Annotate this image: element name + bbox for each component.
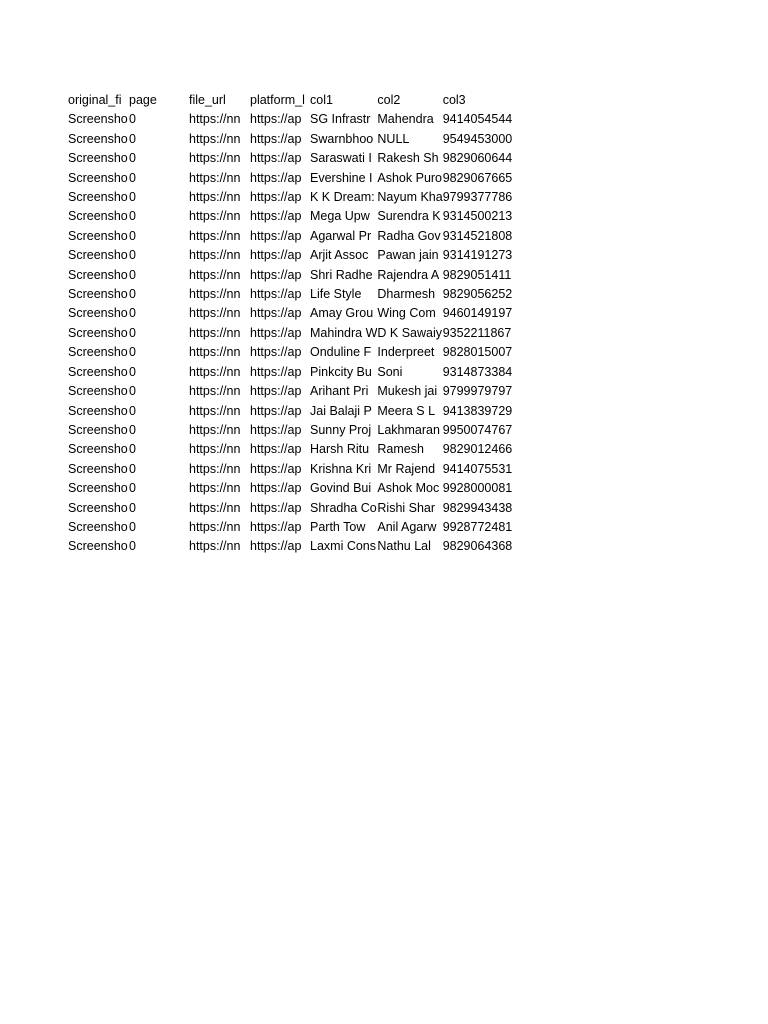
- cell-col1: Sunny Proj: [310, 422, 372, 437]
- cell-platform: https://ap: [250, 325, 302, 340]
- cell-col1: Krishna Kri: [310, 461, 372, 476]
- cell-file-url: https://nn: [189, 287, 241, 302]
- header-cell-col2: col2: [377, 93, 401, 107]
- cell-col2: Pawan jain: [377, 248, 439, 263]
- cell-original-fi: Screensho: [68, 267, 128, 282]
- cell-platform: https://ap: [250, 267, 302, 282]
- cell-file-url: https://nn: [189, 403, 241, 418]
- cell-col3: 9352211867: [442, 325, 512, 340]
- table-row: [68, 402, 515, 421]
- cell-col1: Harsh Ritu: [310, 442, 370, 457]
- cell-page: 0: [129, 442, 136, 457]
- cell-platform: https://ap: [250, 306, 302, 321]
- cell-col2: Anil Agarw: [377, 519, 437, 534]
- cell-page: 0: [129, 287, 136, 302]
- cell-page: 0: [129, 481, 136, 496]
- table-row: [68, 227, 515, 246]
- cell-original-fi: Screensho: [68, 190, 128, 205]
- cell-platform: https://ap: [250, 422, 302, 437]
- cell-col1: Amay Grou: [310, 306, 374, 321]
- cell-col2: Dharmesh: [377, 287, 436, 302]
- cell-original-fi: Screensho: [68, 519, 128, 534]
- table-row: [68, 363, 515, 382]
- cell-col2: NULL: [377, 131, 410, 146]
- cell-page: 0: [129, 364, 136, 379]
- cell-platform: https://ap: [250, 481, 302, 496]
- cell-page: 0: [129, 519, 136, 534]
- cell-page: 0: [129, 306, 136, 321]
- table-row: [68, 110, 515, 129]
- cell-original-fi: Screensho: [68, 422, 128, 437]
- cell-file-url: https://nn: [189, 112, 241, 127]
- cell-col1: Life Style: [310, 287, 362, 302]
- table-row: [68, 304, 515, 323]
- cell-file-url: https://nn: [189, 325, 241, 340]
- cell-original-fi: Screensho: [68, 228, 128, 243]
- cell-col1: Saraswati I: [310, 151, 372, 166]
- cell-col3: 9829051411: [442, 267, 512, 282]
- table-row: [68, 207, 515, 226]
- cell-platform: https://ap: [250, 209, 302, 224]
- cell-page: 0: [129, 325, 136, 340]
- cell-col3: 9314873384: [442, 364, 513, 379]
- cell-col2: Ashok Moc: [377, 481, 440, 496]
- cell-page: 0: [129, 170, 136, 185]
- cell-page: 0: [129, 190, 136, 205]
- cell-col2: Radha Gov: [377, 228, 441, 243]
- spreadsheet-table: [68, 91, 515, 557]
- cell-col1: Arihant Pri: [310, 384, 369, 399]
- cell-col1: Shradha Co: [310, 500, 377, 515]
- cell-file-url: https://nn: [189, 519, 241, 534]
- table-row: [68, 266, 515, 285]
- cell-col1: Laxmi Cons: [310, 539, 376, 554]
- cell-original-fi: Screensho: [68, 112, 128, 127]
- cell-original-fi: Screensho: [68, 287, 128, 302]
- cell-col3: 9414075531: [442, 461, 513, 476]
- cell-file-url: https://nn: [189, 306, 241, 321]
- cell-page: 0: [129, 403, 136, 418]
- cell-file-url: https://nn: [189, 267, 241, 282]
- header-cell-file-url: file_url: [189, 93, 226, 107]
- cell-original-fi: Screensho: [68, 325, 128, 340]
- cell-original-fi: Screensho: [68, 306, 128, 321]
- spreadsheet-body: [68, 91, 515, 557]
- cell-page: 0: [129, 500, 136, 515]
- cell-col3: 9950074767: [442, 422, 513, 437]
- cell-file-url: https://nn: [189, 461, 241, 476]
- cell-file-url: https://nn: [189, 345, 241, 360]
- table-row: [68, 440, 515, 459]
- cell-col2: Ramesh: [377, 442, 424, 457]
- cell-platform: https://ap: [250, 384, 302, 399]
- cell-original-fi: Screensho: [68, 248, 128, 263]
- cell-file-url: https://nn: [189, 131, 241, 146]
- cell-original-fi: Screensho: [68, 209, 128, 224]
- cell-page: 0: [129, 384, 136, 399]
- cell-col3: 9413839729: [442, 403, 513, 418]
- table-row: [68, 188, 515, 207]
- cell-page: 0: [129, 267, 136, 282]
- cell-file-url: https://nn: [189, 151, 241, 166]
- cell-col1: Govind Bui: [310, 481, 372, 496]
- cell-col3: 9314191273: [442, 248, 513, 263]
- cell-col3: 9928000081: [442, 481, 513, 496]
- header-cell-original-fi: original_fi: [68, 93, 122, 107]
- cell-col2: Surendra K: [377, 209, 441, 224]
- cell-file-url: https://nn: [189, 422, 241, 437]
- cell-col3: 9829056252: [442, 287, 513, 302]
- cell-original-fi: Screensho: [68, 170, 128, 185]
- cell-original-fi: Screensho: [68, 539, 128, 554]
- table-row: [68, 130, 515, 149]
- cell-col3: 9314521808: [442, 228, 513, 243]
- cell-file-url: https://nn: [189, 170, 241, 185]
- cell-file-url: https://nn: [189, 481, 241, 496]
- cell-col1: Agarwal Pr: [310, 228, 372, 243]
- cell-col1: Swarnbhoo: [310, 131, 374, 146]
- cell-col1: Parth Tow: [310, 519, 366, 534]
- cell-platform: https://ap: [250, 170, 302, 185]
- cell-platform: https://ap: [250, 345, 302, 360]
- cell-original-fi: Screensho: [68, 364, 128, 379]
- cell-col3: 9829064368: [442, 539, 513, 554]
- cell-original-fi: Screensho: [68, 151, 128, 166]
- table-row: [68, 537, 515, 556]
- header-cell-col3: col3: [442, 93, 466, 107]
- cell-page: 0: [129, 422, 136, 437]
- cell-col2: Mr Rajend: [377, 461, 436, 476]
- cell-platform: https://ap: [250, 364, 302, 379]
- cell-file-url: https://nn: [189, 384, 241, 399]
- table-row: [68, 499, 515, 518]
- cell-platform: https://ap: [250, 248, 302, 263]
- cell-col3: 9829943438: [442, 500, 513, 515]
- cell-col1: Mega Upw: [310, 209, 370, 224]
- table-row: [68, 382, 515, 401]
- cell-platform: https://ap: [250, 519, 302, 534]
- cell-file-url: https://nn: [189, 228, 241, 243]
- cell-col1: Mahindra W: [310, 325, 378, 340]
- cell-col1: Shri Radhe: [310, 267, 373, 282]
- cell-file-url: https://nn: [189, 539, 241, 554]
- cell-platform: https://ap: [250, 403, 302, 418]
- header-cell-platform: platform_l: [250, 93, 305, 107]
- cell-col3: 9829060644: [442, 151, 513, 166]
- cell-platform: https://ap: [250, 228, 302, 243]
- cell-original-fi: Screensho: [68, 461, 128, 476]
- header-cell-page: page: [129, 93, 157, 107]
- cell-col1: SG Infrastr: [310, 112, 371, 127]
- cell-platform: https://ap: [250, 539, 302, 554]
- cell-col2: Rakesh Sh: [377, 151, 439, 166]
- table-row: [68, 421, 515, 440]
- cell-platform: https://ap: [250, 151, 302, 166]
- cell-col3: 9549453000: [442, 131, 513, 146]
- cell-original-fi: Screensho: [68, 131, 128, 146]
- cell-col1: Evershine I: [310, 170, 373, 185]
- table-row: [68, 149, 515, 168]
- cell-col2: Rajendra A: [377, 267, 440, 282]
- cell-platform: https://ap: [250, 461, 302, 476]
- table-row: [68, 246, 515, 265]
- cell-col3: 9828015007: [442, 345, 513, 360]
- cell-col3: 9928772481: [442, 519, 513, 534]
- cell-file-url: https://nn: [189, 442, 241, 457]
- cell-col2: Rishi Shar: [377, 500, 436, 515]
- cell-col2: Wing Com: [377, 306, 436, 321]
- cell-col2: Nathu Lal: [377, 539, 431, 554]
- cell-col1: K K Dream:: [310, 190, 375, 205]
- cell-col3: 9829067665: [442, 170, 513, 185]
- cell-col2: Inderpreet: [377, 345, 435, 360]
- cell-file-url: https://nn: [189, 248, 241, 263]
- cell-original-fi: Screensho: [68, 481, 128, 496]
- cell-original-fi: Screensho: [68, 345, 128, 360]
- cell-col2: Mukesh jai: [377, 384, 438, 399]
- cell-col1: Onduline F: [310, 345, 372, 360]
- cell-col3: 9829012466: [442, 442, 513, 457]
- header-cell-col1: col1: [310, 93, 333, 107]
- cell-col3: 9799979797: [442, 384, 513, 399]
- cell-original-fi: Screensho: [68, 403, 128, 418]
- cell-file-url: https://nn: [189, 209, 241, 224]
- table-row: [68, 285, 515, 304]
- cell-file-url: https://nn: [189, 190, 241, 205]
- cell-page: 0: [129, 151, 136, 166]
- header-row: [68, 91, 515, 110]
- cell-page: 0: [129, 209, 136, 224]
- cell-col2: Meera S L: [377, 403, 436, 418]
- cell-original-fi: Screensho: [68, 500, 128, 515]
- cell-platform: https://ap: [250, 287, 302, 302]
- cell-platform: https://ap: [250, 131, 302, 146]
- cell-col2: Lakhmaran: [377, 422, 440, 437]
- cell-page: 0: [129, 539, 136, 554]
- cell-col3: 9414054544: [442, 112, 513, 127]
- cell-col2: Nayum Kha: [377, 190, 443, 205]
- table-row: [68, 169, 515, 188]
- cell-page: 0: [129, 112, 136, 127]
- table-row: [68, 343, 515, 362]
- table-row: [68, 518, 515, 537]
- cell-col2: D K Sawaiy: [377, 325, 442, 340]
- cell-col2: Ashok Puro: [377, 170, 443, 185]
- table-row: [68, 460, 515, 479]
- cell-col1: Arjit Assoc: [310, 248, 369, 263]
- cell-file-url: https://nn: [189, 364, 241, 379]
- cell-platform: https://ap: [250, 190, 302, 205]
- cell-platform: https://ap: [250, 442, 302, 457]
- cell-col3: 9314500213: [442, 209, 513, 224]
- cell-col1: Pinkcity Bu: [310, 364, 372, 379]
- cell-page: 0: [129, 228, 136, 243]
- cell-page: 0: [129, 345, 136, 360]
- cell-file-url: https://nn: [189, 500, 241, 515]
- table-row: [68, 324, 515, 343]
- cell-col1: Jai Balaji P: [310, 403, 372, 418]
- cell-col3: 9799377786: [442, 190, 513, 205]
- cell-original-fi: Screensho: [68, 442, 128, 457]
- cell-page: 0: [129, 461, 136, 476]
- cell-col2: Soni: [377, 364, 403, 379]
- cell-page: 0: [129, 248, 136, 263]
- cell-original-fi: Screensho: [68, 384, 128, 399]
- cell-col2: Mahendra: [377, 112, 434, 127]
- table-row: [68, 479, 515, 498]
- cell-col3: 9460149197: [442, 306, 513, 321]
- cell-platform: https://ap: [250, 500, 302, 515]
- cell-page: 0: [129, 131, 136, 146]
- cell-platform: https://ap: [250, 112, 302, 127]
